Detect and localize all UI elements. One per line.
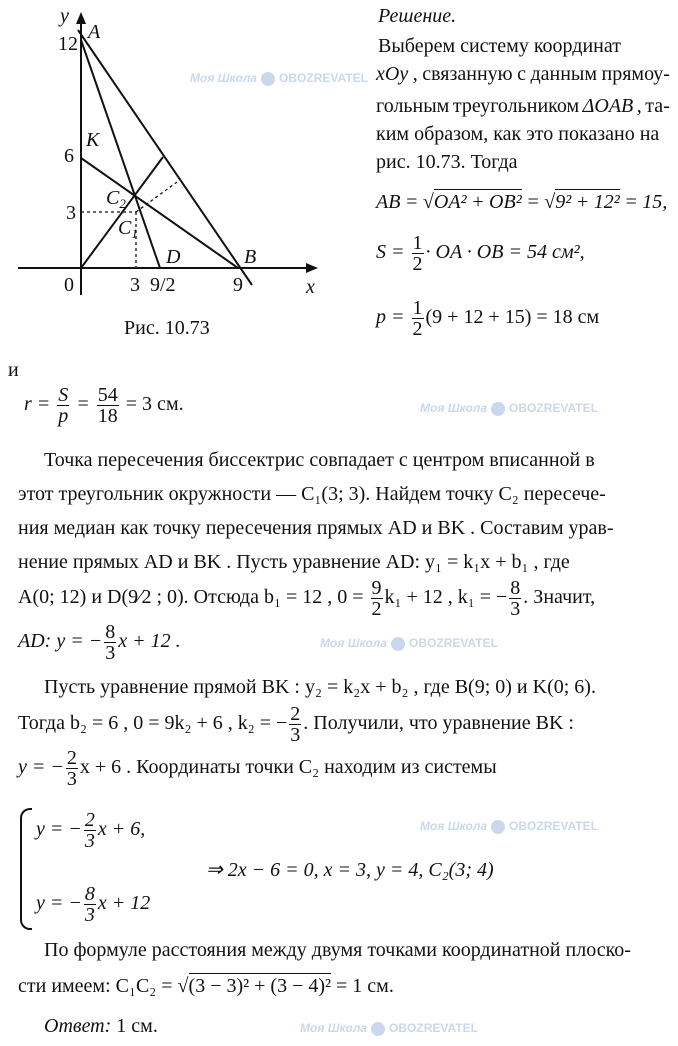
watermark xyxy=(320,635,498,651)
math: x + 12 . xyxy=(118,630,181,653)
den: p xyxy=(58,405,69,427)
den: 3 xyxy=(105,642,116,664)
watermark-text: OBOZREVATEL xyxy=(389,1021,478,1035)
den: 3 xyxy=(84,904,95,926)
label-b: B xyxy=(244,246,257,268)
num: 8 xyxy=(510,577,521,599)
tick-6: 6 xyxy=(64,145,74,167)
paragraph-line: Точка пересечения биссектрис совпадает с центром вписанной в xyxy=(44,449,595,471)
text-line: рис. 10.73. Тогда xyxy=(376,151,518,173)
watermark-logo-icon xyxy=(371,1022,385,1036)
text: гольным треугольником xyxy=(376,95,583,117)
math: y = − xyxy=(36,892,82,915)
text: . Значит, xyxy=(523,586,596,609)
text-line: Выберем систему координат xyxy=(378,35,621,57)
num: 54 xyxy=(97,384,118,406)
num: 9 xyxy=(371,577,382,599)
watermark-text: Моя Школа xyxy=(190,71,258,85)
fraction xyxy=(289,704,301,745)
math: p = xyxy=(376,306,410,329)
tick-12: 12 xyxy=(58,33,78,55)
den: 2 xyxy=(371,598,382,620)
y-axis-arrow-icon xyxy=(76,12,86,24)
den: 3 xyxy=(510,598,521,620)
watermark-text: OBOZREVATEL xyxy=(279,71,368,85)
text: , связанную с данным прямоу- xyxy=(408,63,670,85)
solution-heading: Решение. xyxy=(378,5,457,27)
text-and: и xyxy=(8,359,19,381)
text: сти имеем: C₁C₂ = √ xyxy=(18,975,189,997)
num: 8 xyxy=(105,621,116,643)
num: 2 xyxy=(66,747,77,769)
label-c1: $C_1$ xyxy=(118,217,138,241)
math: S = xyxy=(376,241,410,264)
watermark-text: OBOZREVATEL xyxy=(409,636,498,650)
paragraph-line xyxy=(18,704,574,745)
watermark-text: OBOZREVATEL xyxy=(509,819,598,833)
fraction xyxy=(509,578,521,619)
text: k₁ + 12 , k₁ = − xyxy=(384,586,508,609)
math: y = − xyxy=(36,818,82,841)
math: · OA · OB = 54 см², xyxy=(425,241,585,264)
math: y = − xyxy=(18,756,64,779)
watermark-text: Моя Школа xyxy=(320,636,388,650)
fraction xyxy=(57,385,69,426)
median-bk xyxy=(81,158,238,268)
paragraph-line xyxy=(18,622,181,663)
watermark-logo-icon xyxy=(491,402,505,416)
text: = 1 см. xyxy=(331,975,394,997)
figure-10-73 xyxy=(0,0,340,300)
watermark-logo-icon xyxy=(391,637,405,651)
den: 2 xyxy=(412,253,423,275)
label-origin: 0 xyxy=(64,274,74,296)
watermark-text: Моя Школа xyxy=(300,1021,368,1035)
fraction xyxy=(412,233,424,274)
math: AB = √ xyxy=(376,191,434,213)
tick-9: 9 xyxy=(233,274,243,296)
label-y: y xyxy=(60,5,69,27)
formula-p xyxy=(376,298,599,339)
paragraph-line: Пусть уравнение прямой BK : y₂ = k₂x + b₂ , где B(9; 0) и K(0; 6). xyxy=(44,676,596,698)
tick-9-2: 9/2 xyxy=(150,274,176,296)
paragraph-line: нение прямых AD и BK . Пусть уравнение AD: y₁ = k₁x + b₁ , где xyxy=(18,551,570,573)
paragraph-line xyxy=(18,578,595,619)
text: x + 6 . Координаты точки C₂ находим из системы xyxy=(79,756,497,779)
text-line xyxy=(376,64,670,84)
text-line: ким образом, как это показано на xyxy=(376,123,660,145)
num: 1 xyxy=(412,232,423,254)
text: , та- xyxy=(633,95,670,117)
label-d: D xyxy=(166,246,181,268)
den: 3 xyxy=(66,768,77,790)
system-result: ⇒ 2x − 6 = 0, x = 3, y = 4, C₂(3; 4) xyxy=(206,859,494,881)
text: . Получили, что уравнение BK : xyxy=(303,712,574,735)
math: OA² + OB² xyxy=(433,191,522,213)
math: ΔOAB xyxy=(582,95,634,117)
tick-3-y: 3 xyxy=(66,202,76,224)
x-axis-arrow-icon xyxy=(306,263,318,273)
watermark xyxy=(420,400,598,416)
num: 2 xyxy=(84,809,95,831)
math: xOy xyxy=(376,63,409,85)
text-line xyxy=(376,96,670,116)
text: A(0; 12) и D(9⁄2 ; 0). Отсюда b₁ = 12 , 0 = xyxy=(18,586,369,609)
num: 1 xyxy=(412,297,423,319)
answer-label: Ответ: xyxy=(44,1015,112,1037)
math: = √ xyxy=(521,191,556,213)
fraction xyxy=(66,748,78,789)
den: 18 xyxy=(97,405,118,427)
fraction xyxy=(371,578,383,619)
math: x + 6, xyxy=(97,818,146,841)
paragraph-line xyxy=(18,748,497,789)
system-brace-icon xyxy=(20,808,32,930)
num: 2 xyxy=(290,703,301,725)
watermark-text: OBOZREVATEL xyxy=(509,401,598,415)
watermark-text: Моя Школа xyxy=(420,819,488,833)
num: 8 xyxy=(84,883,95,905)
label-a: A xyxy=(88,21,101,43)
watermark xyxy=(300,1020,478,1036)
math: (9 + 12 + 15) = 18 см xyxy=(425,306,600,329)
paragraph-line: этот треугольник окружности — C₁(3; 3). Найдем точку C₂ пересече- xyxy=(18,483,606,505)
system-eq-1 xyxy=(36,810,145,851)
formula-ab xyxy=(376,192,667,212)
figure-caption: Рис. 10.73 xyxy=(124,317,210,339)
fraction xyxy=(84,884,96,925)
den: 3 xyxy=(290,724,301,746)
den: 2 xyxy=(412,318,423,340)
fraction xyxy=(104,622,116,663)
fraction xyxy=(84,810,96,851)
math: = 15, xyxy=(619,191,668,213)
math: (3 − 3)² + (3 − 4)² xyxy=(188,975,332,997)
text: Тогда b₂ = 6 , 0 = 9k₂ + 6 , k₂ = − xyxy=(18,712,288,735)
label-c2: $C_2$ xyxy=(106,187,126,211)
paragraph-line: По формуле расстояния между двумя точками координатной плоско- xyxy=(44,939,631,961)
fraction xyxy=(412,298,424,339)
answer-value: 1 см. xyxy=(111,1015,158,1037)
fraction xyxy=(97,385,119,426)
math: AD: y = − xyxy=(18,630,103,653)
hypotenuse-ab xyxy=(78,30,252,285)
watermark-text: Моя Школа xyxy=(420,401,488,415)
answer-line xyxy=(44,1016,158,1036)
paragraph-line xyxy=(18,976,394,996)
system-eq-2 xyxy=(36,884,150,925)
watermark xyxy=(420,818,598,834)
math: x + 12 xyxy=(97,892,151,915)
paragraph-line: ния медиан как точку пересечения прямых AD и BK . Составим урав- xyxy=(18,517,614,539)
formula-s xyxy=(376,233,585,274)
watermark-logo-icon xyxy=(491,820,505,834)
label-k: K xyxy=(86,129,100,151)
math: = 3 см. xyxy=(120,393,184,416)
formula-r: r = $\frac{S}{p}$ = $\frac{54}{18}$ = 3 см. xyxy=(24,384,184,427)
num: S xyxy=(58,384,69,406)
tick-3-x: 3 xyxy=(130,274,140,296)
math: r = xyxy=(24,393,56,416)
den: 3 xyxy=(84,830,95,852)
math: 9² + 12² xyxy=(555,191,620,213)
label-x: x xyxy=(306,276,315,298)
